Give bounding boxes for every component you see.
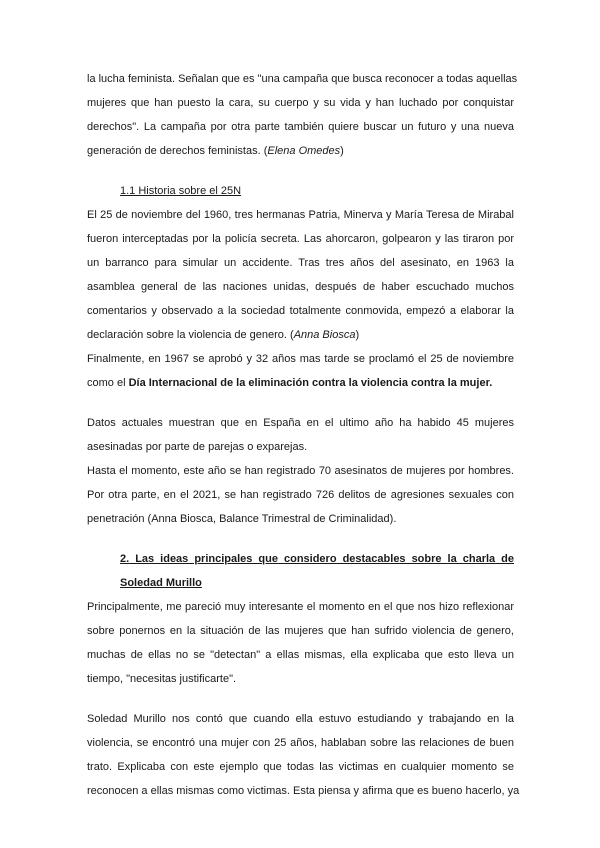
data-line-4: Por otra parte, en el 2021, se han registrado 726 delitos de agresiones sexuales con bbox=[87, 489, 514, 501]
international-day-title: Día Internacional de la eliminación contra la violencia contra la mujer. bbox=[128, 377, 493, 389]
intro-line-4 bbox=[87, 144, 514, 158]
murillo-line-4: reconocen a ellas mismas como victimas. Esta piensa y afirma que es bueno hacerlo, ya bbox=[87, 785, 520, 797]
data-line-2: asesinadas por parte de parejas o exparejas. bbox=[87, 441, 308, 453]
ideas-line-4: tiempo, "necesitas justificarte". bbox=[87, 673, 237, 685]
history-line-8 bbox=[87, 376, 514, 390]
data-line-3: Hasta el momento, este año se han registrado 70 asesinatos de mujeres por hombres. bbox=[87, 465, 514, 477]
history-line-6 bbox=[87, 328, 514, 342]
history-line-1: El 25 de noviembre del 1960, tres hermanas Patria, Minerva y María Teresa de Mirabal bbox=[87, 209, 514, 221]
history-text: como el bbox=[87, 377, 129, 389]
history-line-4: asamblea general de las naciones unidas, después de haber escuchado muchos bbox=[87, 281, 514, 293]
murillo-line-3: trato. Explicaba con este ejemplo que todas las victimas en cualquier momento se bbox=[87, 761, 514, 773]
history-line-3: un barranco para simular un accidente. Tras tres años del asesinato, en 1963 la bbox=[87, 257, 514, 269]
history-line-7: Finalmente, en 1967 se aprobó y 32 años mas tarde se proclamó el 25 de noviembre bbox=[87, 353, 514, 365]
murillo-line-1: Soledad Murillo nos contó que cuando ella estuvo estudiando y trabajando en la bbox=[87, 713, 514, 725]
citation-author: Anna Biosca bbox=[293, 329, 356, 341]
intro-text: generación de derechos feministas. ( bbox=[87, 145, 268, 157]
section-heading-2-cont: Soledad Murillo bbox=[120, 577, 202, 589]
history-text: declaración sobre la violencia de genero. ( bbox=[87, 329, 294, 341]
section-heading-1-1: 1.1 Historia sobre el 25N bbox=[120, 185, 242, 197]
citation-author: Elena Omedes bbox=[267, 145, 341, 157]
section-heading-2: 2. Las ideas principales que considero destacables sobre la charla de bbox=[120, 553, 514, 565]
data-line-1: Datos actuales muestran que en España en el ultimo año ha habido 45 mujeres bbox=[87, 417, 514, 429]
intro-line-3: derechos". La campaña por otra parte también quiere buscar un futuro y una nueva bbox=[87, 121, 514, 133]
history-line-2: fueron interceptadas por la policía secreta. Las ahorcaron, golpearon y las tiraron por bbox=[87, 233, 514, 245]
intro-line-1: la lucha feminista. Señalan que es "una campaña que busca reconocer a todas aquellas bbox=[87, 73, 518, 85]
citation-close: ) bbox=[340, 145, 344, 157]
data-line-5: penetración (Anna Biosca, Balance Trimestral de Criminalidad). bbox=[87, 513, 397, 525]
murillo-line-2: violencia, se encontró una mujer con 25 años, hablaban sobre las relaciones de buen bbox=[87, 737, 514, 749]
ideas-line-1: Principalmente, me pareció muy interesante el momento en el que nos hizo reflexionar bbox=[87, 601, 514, 613]
intro-line-2: mujeres que han puesto la cara, su cuerpo y su vida y han luchado por conquistar bbox=[87, 97, 514, 109]
ideas-line-3: muchas de ellas no se "detectan" a ellas mismas, ella explicaba que esto lleva un bbox=[87, 649, 514, 661]
history-line-5: comentarios y observado a la sociedad totalmente conmovida, empezó a elaborar la bbox=[87, 305, 514, 317]
citation-close: ) bbox=[355, 329, 360, 341]
ideas-line-2: sobre ponernos en la situación de las mujeres que han sufrido violencia de genero, bbox=[87, 625, 514, 637]
